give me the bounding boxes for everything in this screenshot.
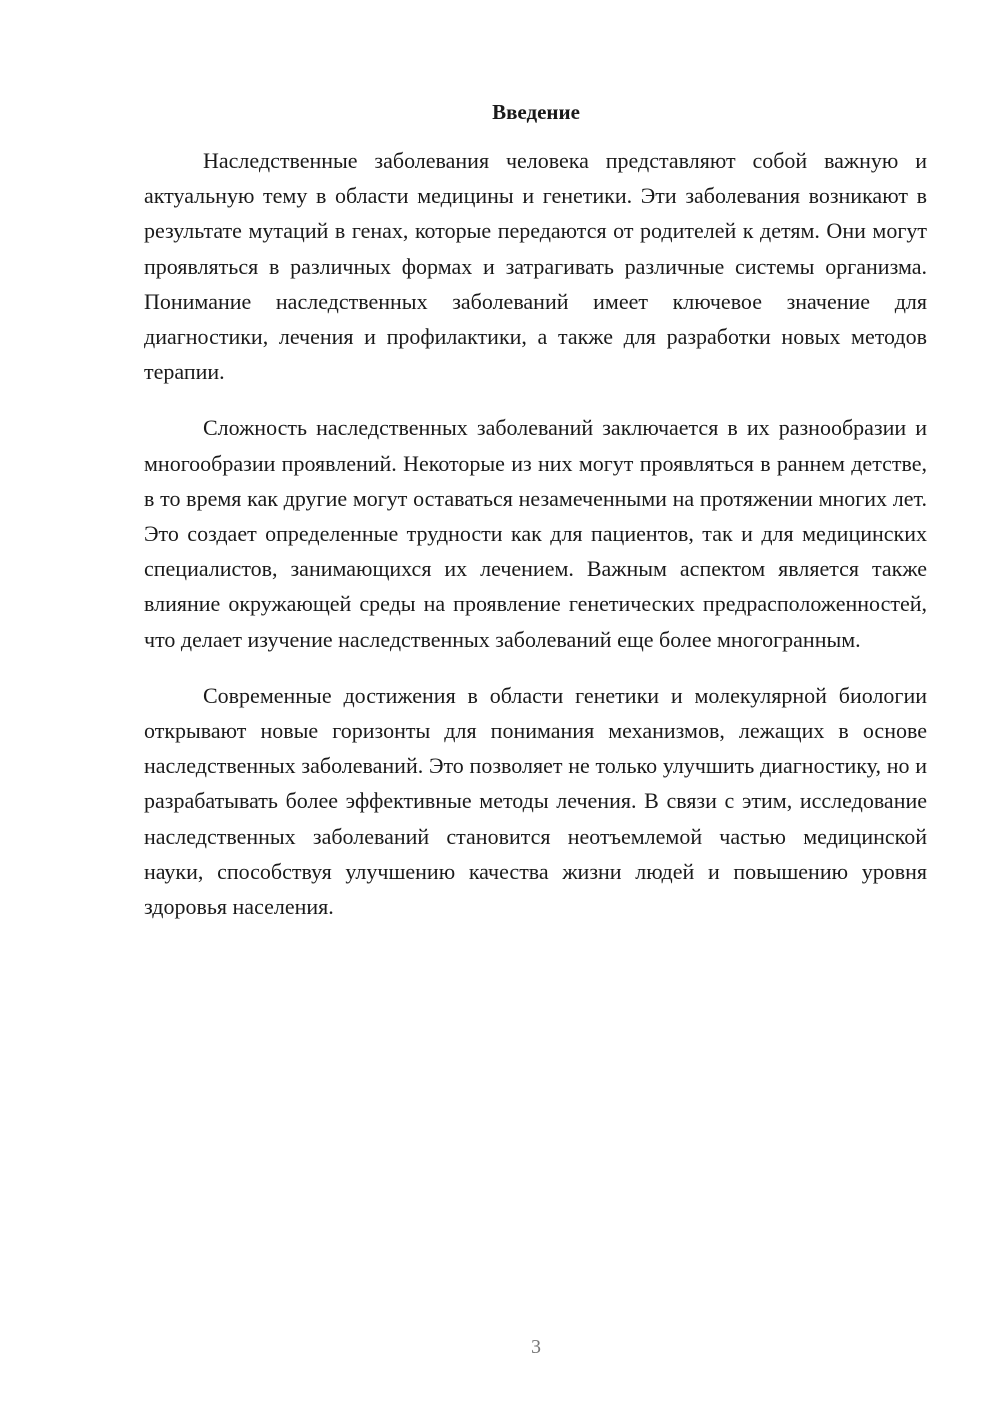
paragraph-2: Сложность наследственных заболеваний заключается в их разнообразии и многообразии проявлений. Некоторые из них могут проявляться в раннем детстве, в то время как другие могут оставаться незамеченными на протяжении многих лет. Это создает определенные трудности как для пациентов, так и для медицинских специалистов, занимающихся их лечением. Важным аспектом является также влияние окружающей среды на проявление генетических предрасположенностей, что делает изучение наследственных заболеваний еще более многогранным. bbox=[144, 415, 927, 652]
page-title: Введение bbox=[492, 100, 580, 124]
paragraph-1: Наследственные заболевания человека представляют собой важную и актуальную тему в области медицины и генетики. Эти заболевания возникают в результате мутаций в генах, которые передаются от родителей к детям. Они могут проявляться в различных формах и затрагивать различные системы организма. Понимание наследственных заболеваний имеет ключевое значение для диагностики, лечения и профилактики, а также для разработки новых методов терапии. bbox=[144, 148, 927, 385]
body-text bbox=[144, 143, 927, 945]
paragraph-3: Современные достижения в области генетики и молекулярной биологии открывают новые горизонты для понимания механизмов, лежащих в основе наследственных заболеваний. Это позволяет не только улучшить диагностику, но и разрабатывать более эффективные методы лечения. В связи с этим, исследование наследственных заболеваний становится неотъемлемой частью медицинской науки, способствуя улучшению качества жизни людей и повышению уровня здоровья населения. bbox=[144, 682, 927, 920]
page-number: 3 bbox=[531, 1336, 541, 1358]
